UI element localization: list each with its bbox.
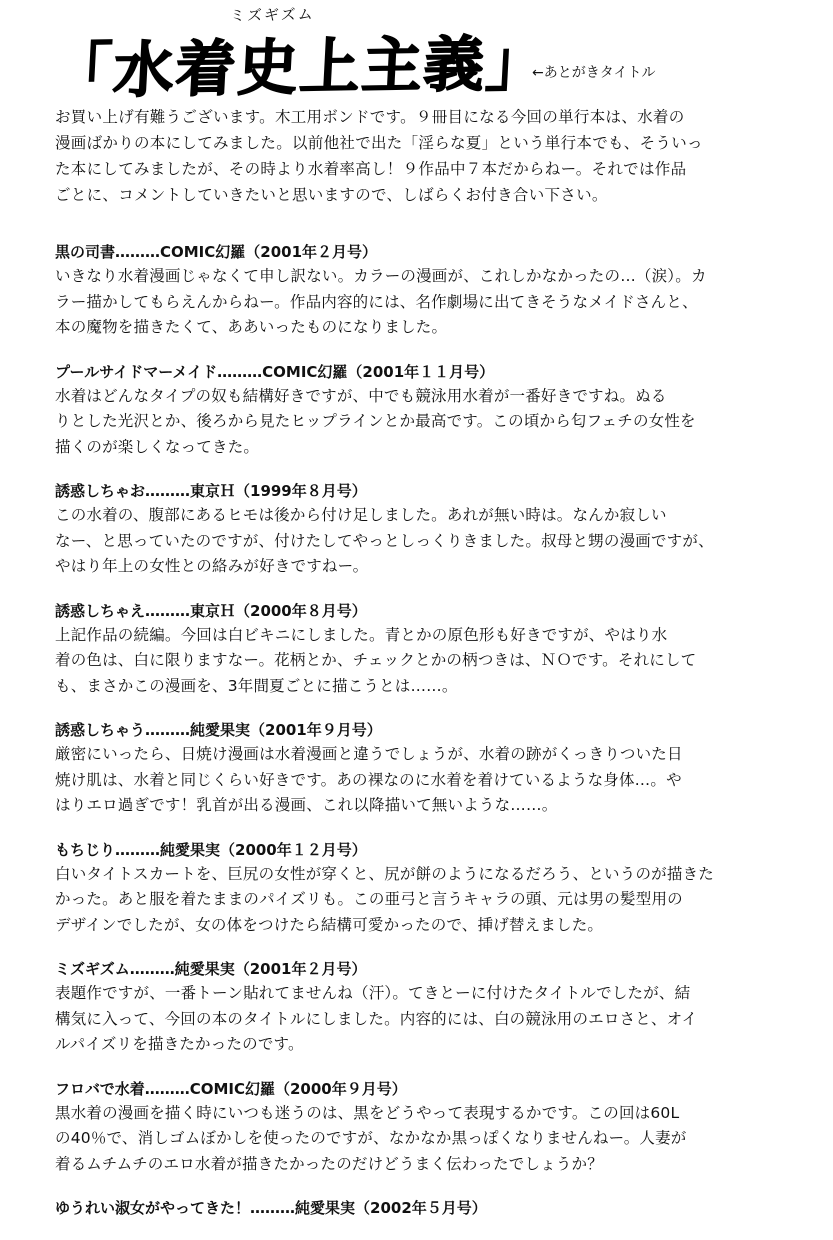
title-ruby: ミズギズム [229, 5, 315, 25]
entry-line: ラー描かしてもらえんからねー。作品内容的には、名作劇場に出てきそうなメイドさんと、 [55, 292, 698, 311]
entry-heading: もちじり………純愛果実（2000年１２月号） [55, 840, 367, 859]
entry-line: この水着の、腹部にあるヒモは後から付け足しました。あれが無い時は。なんか寂しい [55, 506, 667, 524]
entry-furoba-de-mizugi [55, 1078, 780, 1178]
entry-body [55, 623, 780, 700]
entry-body [55, 981, 780, 1058]
entry-body [55, 503, 780, 580]
entry-body [55, 264, 780, 341]
entry-line: 白いタイトスカートを、巨尻の女性が穿くと、尻が餅のようになるだろう、というのが描きた [55, 864, 714, 883]
entry-line: 上記作品の続編。今回は白ビキニにしました。青とかの原色形も好きですが、やはり水 [55, 625, 668, 644]
intro-line: た本にしてみましたが、その時より水着率高し！９作品中７本だからねー。それでは作品 [55, 160, 687, 178]
intro-line: 漫画ばかりの本にしてみました。以前他社で出た「淫らな夏」という単行本でも、そういっ [55, 134, 703, 152]
entry-line: ルパイズリを描きたかったのです。 [55, 1035, 304, 1053]
page-title: 「水着史上主義」 [49, 28, 550, 108]
entry-body [55, 862, 780, 939]
entry-line: 黒水着の漫画を描く時にいつも迷うのは、黒をどうやって表現するかです。この回は60L [55, 1103, 680, 1122]
entry-heading: ミズギズム………純愛果実（2001年２月号） [55, 960, 367, 978]
entry-line: 表題作ですが、一番トーン貼れてませんね（汗）。てきとーに付けたタイトルでしたが、結 [55, 984, 691, 1002]
intro-paragraph [55, 104, 775, 208]
entry-yuwaku-shichao [55, 480, 780, 580]
intro-line: お買い上げ有難うございます。木工用ボンドです。９冊目になる今回の単行本は、水着の [55, 108, 685, 126]
entry-heading: プールサイドマーメイド………COMIC幻羅（2001年１１月号） [55, 362, 495, 381]
entry-heading: 誘惑しちゃう………純愛果実（2001年９月号） [55, 721, 382, 739]
entry-line: 水着はどんなタイプの奴も結構好きですが、中でも競泳用水着が一番好きですね。ぬる [55, 386, 667, 405]
entry-heading: 誘惑しちゃえ………東京Ｈ（2000年８月号） [55, 601, 367, 620]
entry-mizugism [55, 958, 780, 1058]
entry-body [55, 1101, 780, 1178]
entry-poolside-mermaid [55, 361, 780, 461]
title-annotation: ←あとがきタイトル [532, 65, 656, 81]
entry-line: やはり年上の女性との絡みが好きですねー。 [55, 557, 369, 575]
entry-yuwaku-shichau [55, 719, 780, 819]
entry-line: かった。あと服を着たままのパイズリも。この亜弓と言うキャラの頭、元は男の髪型用の [55, 890, 683, 908]
entry-line: の40％で、消しゴムぼかしを使ったのですが、なかなか黒っぽくなりませんねー。人妻が [55, 1129, 687, 1147]
entry-mochijiri [55, 839, 780, 939]
title-block [49, 0, 612, 108]
entry-body [55, 742, 780, 819]
entry-heading: 誘惑しちゃお………東京Ｈ（1999年８月号） [55, 482, 367, 500]
entry-line: なー、と思っていたのですが、付けたしてやっとしっくりきました。叔母と甥の漫画ですが、 [55, 531, 714, 550]
entry-heading: フロバで水着………COMIC幻羅（2000年９月号） [55, 1079, 407, 1098]
entry-line: 本の魔物を描きたくて、ああいったものになりました。 [55, 318, 448, 336]
entry-line: りとした光沢とか、後ろから見たヒップラインとか最高です。この頃から匂フェチの女性を [55, 412, 696, 430]
entry-line: 描くのが楽しくなってきた。 [55, 437, 260, 456]
entry-line: いきなり水着漫画じゃなくて申し訳ない。カラーの漫画が、これしかなかったの…（涙）。カ [55, 267, 707, 285]
entry-yuwaku-shichae [55, 600, 780, 700]
entry-line: 着の色は、白に限りますなー。花柄とか、チェックとかの柄つきは、ＮＯです。それにして [55, 651, 697, 669]
entry-line: も、まさかこの漫画を、3年間夏ごとに描こうとは……。 [55, 676, 458, 695]
intro-line: ごとに、コメントしていきたいと思いますので、しばらくお付き合い下さい。 [55, 186, 608, 204]
entry-line: 着るムチムチのエロ水着が描きたかったのだけどうまく伝わったでしょうか？ [55, 1154, 603, 1173]
entry-heading: ゆうれい淑女がやってきた！………純愛果実（2002年５月号） [55, 1199, 487, 1217]
entry-yuurei-shukujo [55, 1197, 780, 1220]
work-comments [55, 241, 780, 1240]
entry-line: 構気に入って、今回の本のタイトルにしました。内容的には、白の競泳用のエロさと、オイ [55, 1009, 698, 1028]
entry-line: はりエロ過ぎです！乳首が出る漫画、これ以降描いて無いような……。 [55, 796, 558, 814]
entry-line: デザインでしたが、女の体をつけたら結構可愛かったので、挿げ替えました。 [55, 915, 604, 934]
entry-kuro-no-shisho [55, 241, 780, 341]
entry-body [55, 384, 780, 461]
entry-line: 厳密にいったら、日焼け漫画は水着漫画と違うでしょうが、水着の跡がくっきりついた日 [55, 745, 683, 763]
entry-heading: 黒の司書………COMIC幻羅（2001年２月号） [55, 243, 378, 261]
entry-line: 焼け肌は、水着と同じくらい好きです。あの裸なのに水着を着けているような身体…。や [55, 770, 682, 789]
